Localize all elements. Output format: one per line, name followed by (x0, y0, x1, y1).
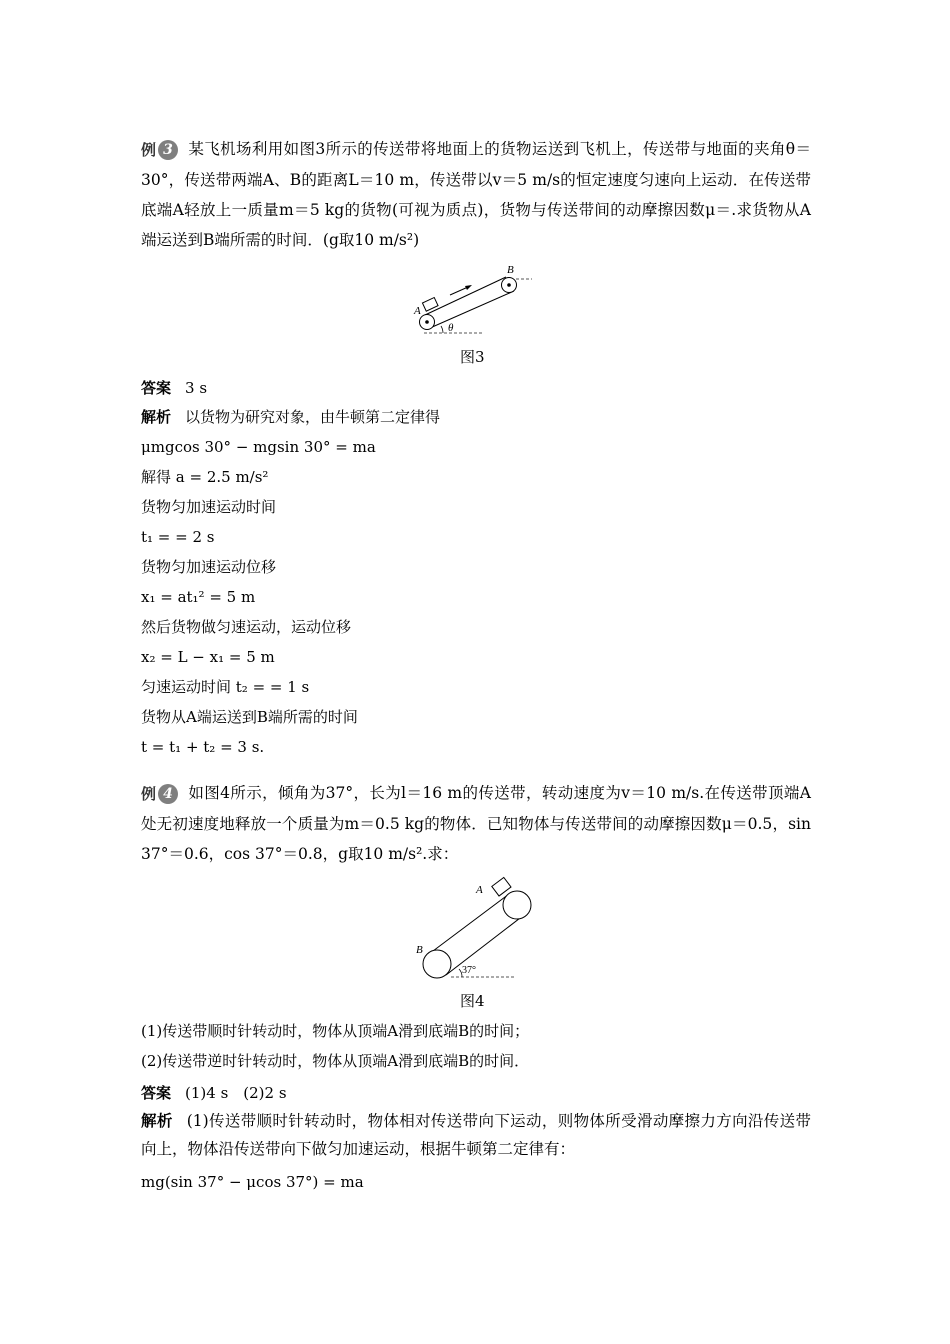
example-number-icon: 3 (158, 140, 178, 160)
example4-analysis: 解析 (1)传送带顺时针转动时，物体相对传送带向下运动，则物体所受滑动摩擦力方向沿传送带向上，物体沿传送带向下做匀加速运动，根据牛顿第二定律有： (141, 1111, 811, 1158)
example4-answer: 答案 (1)4 s (2)2 s (141, 1084, 287, 1102)
example3-answer: 答案 3 s (141, 379, 208, 397)
example4-problem (141, 778, 811, 869)
object-box (492, 877, 511, 896)
question-item: (2)传送带逆时针转动时，物体从顶端A滑到底端B的时间． (141, 1052, 530, 1070)
example3-analysis: 解析 以货物为研究对象，由牛顿第二定律得 (141, 408, 441, 426)
figure-4 (410, 874, 540, 982)
solution-step: t = t₁ + t₂ = 3 s. (141, 738, 265, 756)
pulley-top (503, 891, 531, 919)
solution-step: 货物匀加速运动位移 (141, 558, 277, 576)
solution-step: 匀速运动时间 t₂ = = 1 s (141, 678, 310, 696)
example4-badge: 例 4 (141, 779, 178, 809)
figure4-label-a: A (476, 884, 483, 896)
solution-step: mg(sin 37° − μcos 37°) = ma (141, 1173, 364, 1191)
figure3-label-b: B (507, 264, 514, 276)
solution-step: 解得 a = 2.5 m/s² (141, 468, 269, 486)
example3-problem (141, 134, 811, 255)
solution-step: 货物从A端运送到B端所需的时间 (141, 708, 358, 726)
figure3-angle: θ (448, 322, 454, 334)
example-number-icon: 4 (158, 784, 178, 804)
velocity-arrow-icon (450, 287, 468, 295)
figure-3 (410, 262, 540, 338)
solution-step: t₁ = = 2 s (141, 528, 215, 546)
solution-step: x₁ = at₁² = 5 m (141, 588, 256, 606)
solution-step: x₂ = L − x₁ = 5 m (141, 648, 275, 666)
figure4-label-b: B (416, 944, 423, 956)
figure3-label-a: A (414, 305, 421, 317)
cargo-box (422, 298, 438, 312)
question-item: (1)传送带顺时针转动时，物体从顶端A滑到底端B的时间； (141, 1022, 530, 1040)
solution-step: 货物匀加速运动时间 (141, 498, 277, 516)
example3-text: 某飞机场利用如图3所示的传送带将地面上的货物运送到飞机上，传送带与地面的夹角θ＝30°，传送带两端A、B的距离L＝10 m，传送带以v＝5 m/s的恒定速度匀速向上运动．在传送带底端A轻放上一质量m＝5 kg的货物(可视为质点)，货物与传送带间的动摩擦因数μ＝.求货物从A端运送到B端所需的时间．(g取10 m/s²) (141, 140, 811, 249)
solution-step: μmgcos 30° − mgsin 30° = ma (141, 438, 376, 456)
pulley-bottom (423, 950, 451, 978)
figure4-angle: 37° (462, 965, 476, 976)
figure4-caption: 图4 (460, 992, 485, 1010)
example4-text: 如图4所示，倾角为37°，长为l＝16 m的传送带，转动速度为v＝10 m/s.在传送带顶端A处无初速度地释放一个质量为m＝0.5 kg的物体．已知物体与传送带间的动摩擦因数μ＝0.5，sin 37°＝0.6，cos 37°＝0.8，g取10 m/s².求： (141, 784, 811, 863)
figure3-caption: 图3 (460, 348, 485, 366)
example3-badge: 例 3 (141, 135, 178, 165)
solution-step: 然后货物做匀速运动，运动位移 (141, 618, 352, 636)
